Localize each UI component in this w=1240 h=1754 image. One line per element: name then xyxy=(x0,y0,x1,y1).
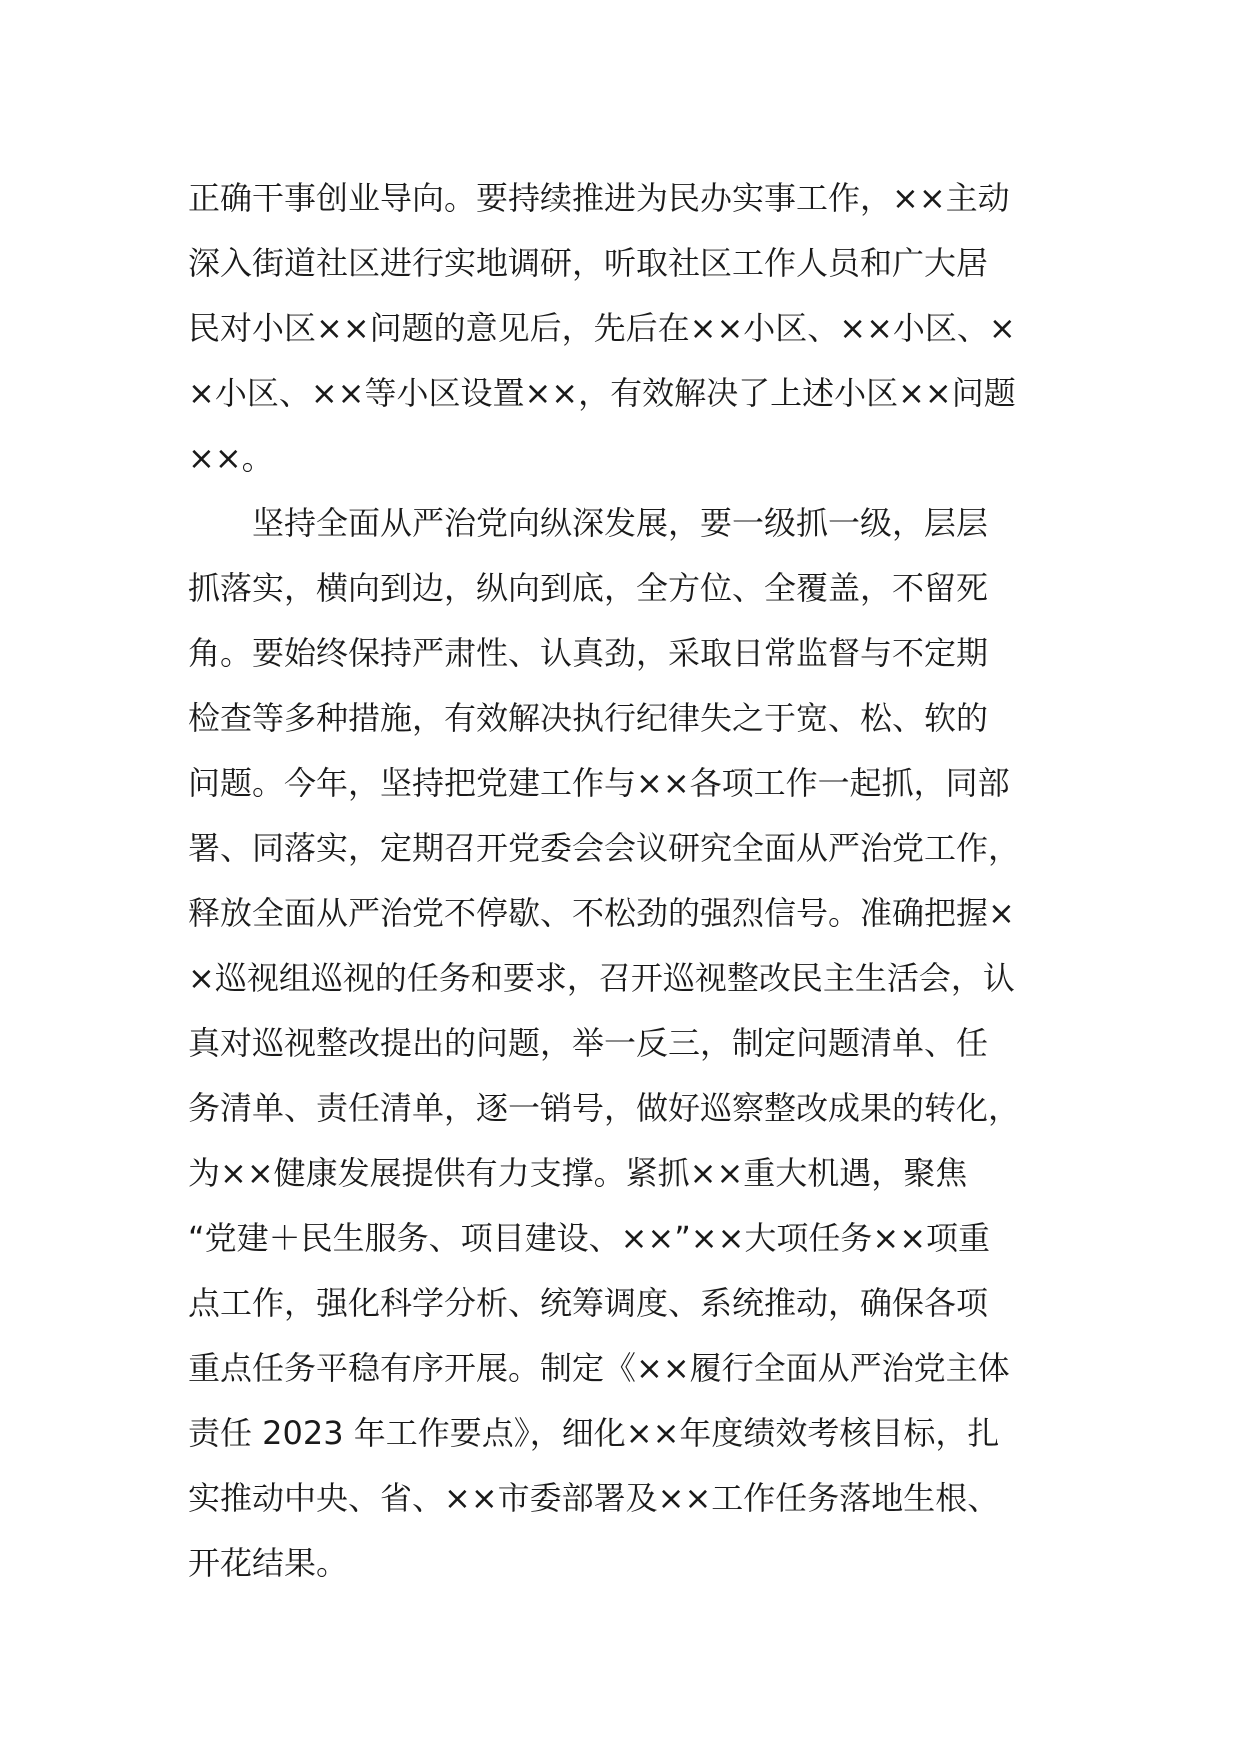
paragraph-2 xyxy=(188,491,1056,1596)
text-line: 释放全面从严治党不停歇、不松劲的强烈信号。准确把握× xyxy=(188,894,1015,932)
paragraph-1 xyxy=(188,166,1056,491)
text-line: 坚持全面从严治党向纵深发展，要一级抓一级，层层 xyxy=(252,504,989,542)
text-line: ×小区、××等小区设置××，有效解决了上述小区××问题 xyxy=(188,374,1016,412)
text-line: 抓落实，横向到边，纵向到底，全方位、全覆盖，不留死 xyxy=(188,569,989,607)
text-line: 开花结果。 xyxy=(188,1544,349,1582)
text-line: 检查等多种措施，有效解决执行纪律失之于宽、松、软的 xyxy=(188,699,989,737)
text-line: 为××健康发展提供有力支撑。紧抓××重大机遇，聚焦 xyxy=(188,1154,968,1192)
text-line: 重点任务平稳有序开展。制定《××履行全面从严治党主体 xyxy=(188,1349,1010,1387)
text-line: 深入街道社区进行实地调研，听取社区工作人员和广大居 xyxy=(188,244,989,282)
text-line: ×巡视组巡视的任务和要求，召开巡视整改民主生活会，认 xyxy=(188,959,1015,997)
text-line: 责任 2023 年工作要点》，细化××年度绩效考核目标，扎 xyxy=(188,1414,1000,1452)
text-line: 问题。今年，坚持把党建工作与××各项工作一起抓，同部 xyxy=(188,764,1010,802)
text-line: 正确干事创业导向。要持续推进为民办实事工作，××主动 xyxy=(188,179,1010,217)
text-line: 务清单、责任清单，逐一销号，做好巡察整改成果的转化， xyxy=(188,1089,1021,1127)
text-line: 民对小区××问题的意见后，先后在××小区、××小区、× xyxy=(188,309,1016,347)
text-line: 真对巡视整改提出的问题，举一反三，制定问题清单、任 xyxy=(188,1024,989,1062)
text-line: 署、同落实，定期召开党委会会议研究全面从严治党工作， xyxy=(188,829,1021,867)
text-line: 点工作，强化科学分析、统筹调度、系统推动，确保各项 xyxy=(188,1284,989,1322)
text-line: 实推动中央、省、××市委部署及××工作任务落地生根、 xyxy=(188,1479,1000,1517)
text-line: 角。要始终保持严肃性、认真劲，采取日常监督与不定期 xyxy=(188,634,989,672)
text-line: “党建＋民生服务、项目建设、××”××大项任务××项重 xyxy=(188,1219,991,1257)
document-body xyxy=(188,166,1056,1596)
text-line: ××。 xyxy=(188,439,274,477)
